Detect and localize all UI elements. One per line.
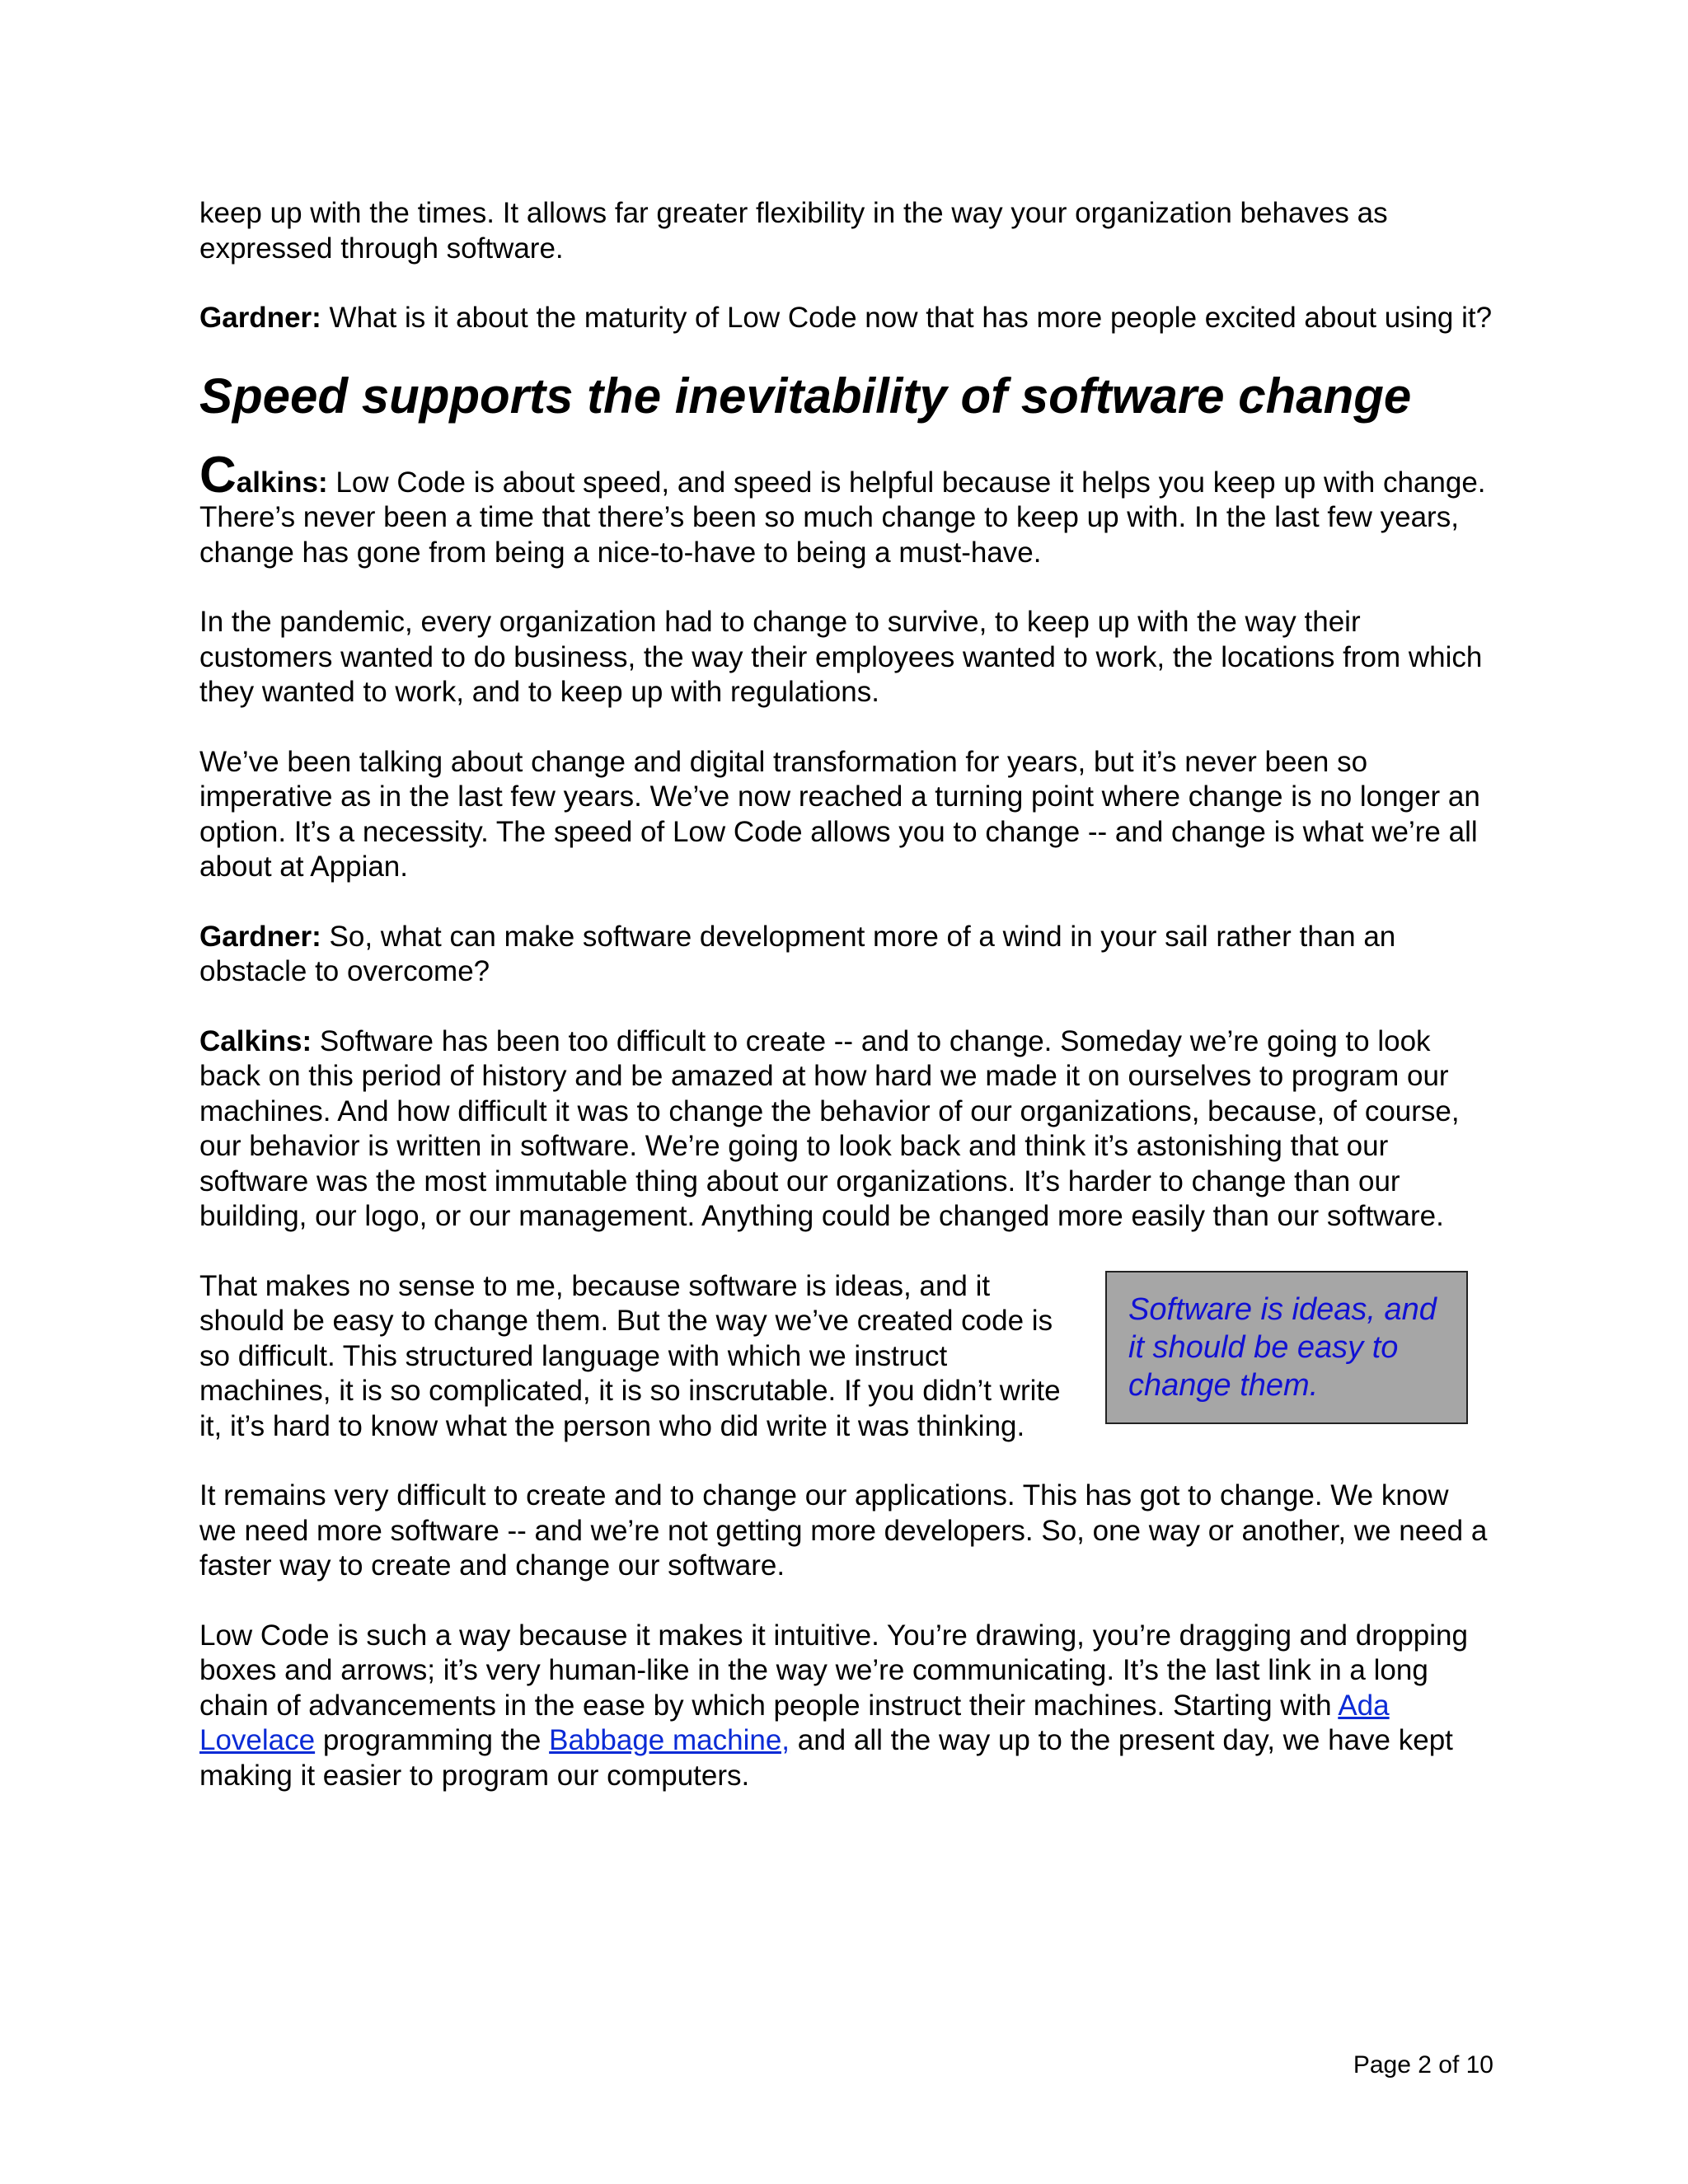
paragraph-gardner-question-2: [199, 920, 1493, 990]
section-heading: Speed supports the inevitability of software change: [199, 368, 1412, 424]
paragraph-transformation: We’ve been talking about change and digital transformation for years, but it’s never been so imperative as in the last few years. We’ve now reached a turning point where change is no longer an option. It’s a necessity. The speed of Low Code allows you to change -- and change is what we’re all about at Appian.: [199, 745, 1480, 883]
paragraph-text: Low Code is about speed, and speed is helpful because it helps you keep up with change. There’s never been a time that there’s been so much change to keep up with. In the last few years, change has gone from being a nice-to-have to being a must-have.: [199, 466, 1486, 569]
paragraph-text: and all the way up to the present day, we have kept making it easier to program our computers.: [199, 1724, 1453, 1792]
paragraph-calkins-answer-1: [199, 446, 1493, 571]
paragraph-continuation: keep up with the times. It allows far greater flexibility in the way your organization behaves as expressed through software.: [199, 197, 1388, 265]
paragraph-low-code: [199, 1619, 1493, 1794]
speaker-label: Calkins:: [199, 1024, 312, 1057]
babbage-machine-link[interactable]: Babbage machine,: [549, 1724, 790, 1756]
paragraph-with-pullquote: [199, 1269, 1437, 1445]
paragraph-text: What is it about the maturity of Low Code now that has more people excited about using it?: [321, 302, 1493, 334]
pull-quote-box: Software is ideas, and it should be easy to change them.: [1105, 1271, 1468, 1424]
speaker-label: Gardner:: [199, 920, 321, 953]
paragraph-text: Low Code is such a way because it makes it intuitive. You’re drawing, you’re dragging and dropping boxes and arrows; it’s very human-like in the way we’re communicating. It’s the last link in a long chain of advancements in the ease by which people instruct their machines. Starting with: [199, 1619, 1468, 1722]
paragraph-text: So, what can make software development more of a wind in your sail rather than an obstacle to overcome?: [199, 920, 1396, 987]
paragraph-ideas: That makes no sense to me, because software is ideas, and it should be easy to change them. But the way we’ve created code is so difficult. This structured language with which we instruct machines, it is so complicated, it is so inscrutable. If you didn’t write it, it’s hard to know what the person who did write it was thinking.: [199, 1269, 1061, 1442]
paragraph-calkins-answer-2: [199, 1024, 1493, 1235]
paragraph-text: Software has been too difficult to create -- and to change. Someday we’re going to look back on this period of history and be amazed at how hard we made it on ourselves to program our machines. And how difficult it was to change the behavior of our organizations, because, of course, our behavior is written in software. We’re going to look back and think it’s astonishing that our software was the most immutable thing about our organizations. It’s harder to change than our building, our logo, or our management. Anything could be changed more easily than our software.: [199, 1024, 1460, 1232]
paragraph-applications: It remains very difficult to create and to change our applications. This has got to change. We know we need more software -- and we’re not getting more developers. So, one way or another, we need a faster way to create and change our software.: [199, 1479, 1488, 1582]
paragraph-gardner-question-1: [199, 301, 1493, 336]
page-number: Page 2 of 10: [1353, 2051, 1493, 2079]
paragraph-pandemic: In the pandemic, every organization had to change to survive, to keep up with the way their customers wanted to do business, the way their employees wanted to work, the locations from which they wanted to work, and to keep up with regulations.: [199, 606, 1483, 708]
ada-lovelace-link[interactable]: Ada Lovelace: [199, 1689, 1390, 1756]
drop-cap: C: [199, 446, 237, 504]
speaker-label: alkins:: [236, 466, 328, 499]
paragraph-text: programming the: [315, 1724, 550, 1756]
document-body: [199, 196, 1493, 1793]
speaker-label: Gardner:: [199, 302, 321, 334]
